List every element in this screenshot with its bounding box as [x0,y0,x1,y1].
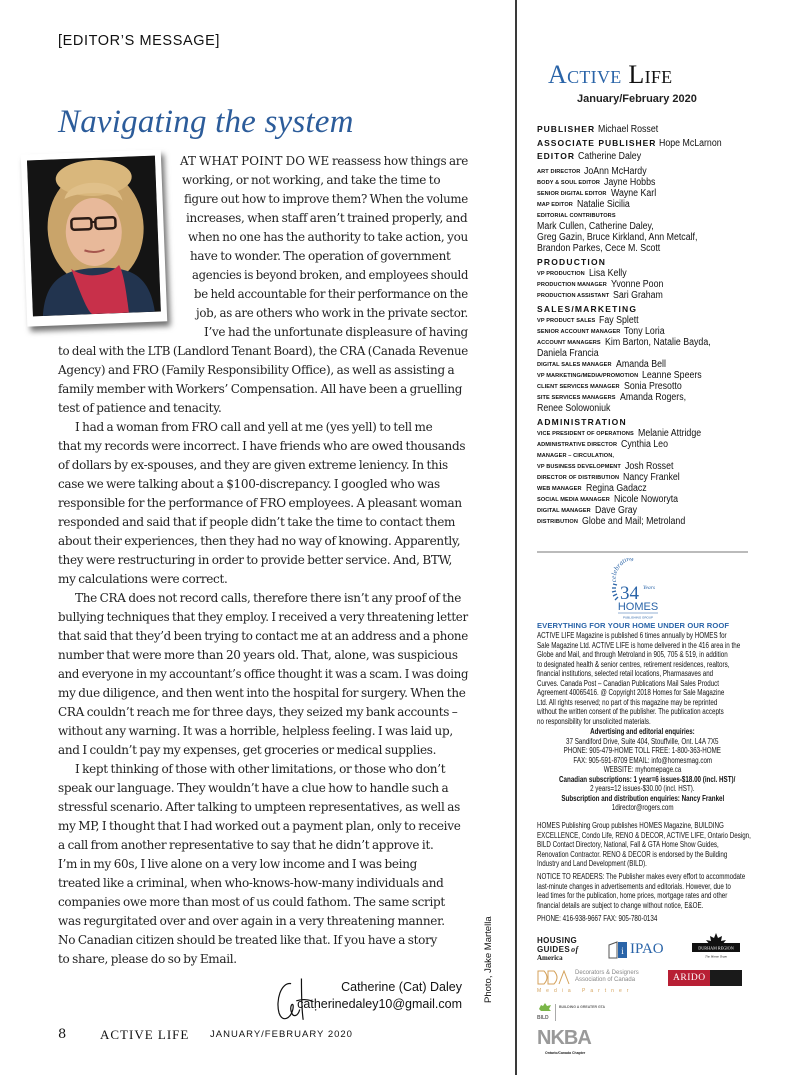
publisher-tagline: EVERYTHING FOR YOUR HOME UNDER OUR ROOF [537,621,730,630]
contact-text: Subscription and distribution enquiries: Nancy Frankel [561,793,724,803]
staff-name: Cynthia Leo [621,438,669,450]
durham-region-logo [692,933,740,959]
article-line: speak our language. They wouldn’t have a clue how to handle such a [58,781,449,795]
staff-name: Daniela Francia [537,347,599,359]
article-line: without any warning. It was a horrible, helpless feeling. I was laid up, [58,724,453,738]
staff-entry [537,177,777,188]
staff-entry [537,326,777,337]
signature-email-link[interactable]: catherinedaley10@gmail.com [297,997,462,1011]
publisher-group-info [537,821,797,869]
dda-mark-icon [537,970,571,986]
lead-in-caps: AT WHAT POINT DO WE [180,154,330,168]
staff-role: VP PRODUCTION [537,270,585,277]
staff-role: SITE SERVICES MANAGERS [537,394,616,401]
about-line: no responsibility for unsolicited materials. [537,716,651,726]
article-line: agencies is beyond broken, and employees should [192,268,469,282]
staff-role: ASSOCIATE PUBLISHER [537,137,657,148]
staff-name: Sari Graham [613,289,664,301]
group-line: EXCELLENCE, Condo Life, RENO & DECOR, ACTIVE LIFE, Ontario Design, [537,830,751,840]
staff-role: EDITORIAL CONTRIBUTORS [537,212,616,219]
group-line: HOMES Publishing Group publishes HOMES Magazine, BUILDING [537,821,724,830]
staff-entry [537,337,777,348]
staff-name: Catherine Daley [577,151,642,162]
staff-entry [537,359,777,370]
dda-logo [537,970,649,998]
article-line: that my records were incorrect. I have friends who are owed thousands [58,439,466,453]
contributor-names: Greg Gazin, Bruce Kirkland, Ann Metcalf, [537,231,698,243]
bild-logo [537,1003,627,1023]
hg-line2: GUIDES [537,945,571,954]
article-line: AT WHAT POINT DO WE reassess how things are [180,154,468,168]
about-line: without the written consent of the publisher. The publication accepts [537,707,724,716]
homes-subtitle: PUBLISHING GROUP [622,615,654,620]
staff-entry [537,188,777,199]
svg-text:DURHAM REGION: DURHAM REGION [698,945,734,951]
contact-text: PHONE: 905-479-HOME TOLL FREE: 1-800-363-HOME [563,746,722,755]
hg-of: of [571,945,579,954]
staff-entry [537,279,777,290]
publisher-phone [537,914,797,924]
ipao-text: IPAO [630,941,664,957]
about-line: financial institutions, selected retail locations, Pharmasaves and [537,669,714,678]
staff-name: JoAnn McHardy [584,165,647,177]
homes-publishing-logo [608,558,668,620]
staff-role: PRODUCTION MANAGER [537,281,607,288]
staff-entry [537,123,777,137]
staff-role: DISTRIBUTION [537,518,578,525]
staff-entry [537,381,777,392]
logo-word-life: Life [628,60,673,89]
page-number: 8 [58,1027,67,1042]
article-line: my MP, I thought that I had worked out a payment plan, only to receive [58,819,461,833]
staff-entry [537,268,777,279]
article-line: test of patience and tenacity. [58,401,222,415]
active-life-logo [548,60,672,90]
staff-name: Amanda Rogers, [619,391,686,403]
staff-entry [537,370,777,381]
staff-role: PUBLISHER [537,124,596,134]
contact-text: Advertising and editorial enquiries: [590,727,695,736]
bild-text: BILD [537,1015,549,1021]
staff-name: Leanne Speers [642,369,702,381]
staff-entry [537,461,777,472]
nkba-chapter: Ontario/Canada Chapter [545,1051,586,1055]
article-line: Agency) and FRO (Family Responsibility Office), as well as assisting a [58,363,455,377]
article-line: responded and said that if people didn’t take the time to contact them [58,515,456,529]
staff-name: Globe and Mail; Metroland [581,515,686,527]
article-line: figure out how to improve them? When the volume [184,192,468,206]
article-line: my due diligence, and then went into the hospital for surgery. When the [58,686,466,700]
about-line: Globe and Mail, and through Metroland in 905, 705 & 519, in addition [537,650,728,659]
contributor-names: Brandon Parkes, Cece M. Scott [537,242,661,254]
staff-role: VP PRODUCT SALES [537,317,596,324]
article-line: they were restructuring in order to provide better service. And, BTW, [58,553,453,567]
homes-years-label: Years [643,585,656,591]
staff-role: VICE PRESIDENT OF OPERATIONS [537,430,634,437]
about-line: ACTIVE LIFE Magazine is published 6 times annually by HOMES for [537,631,727,640]
article-line: CRA couldn’t reach me for three days, they seized my bank accounts – [58,705,458,719]
masthead-staff-list [537,123,777,527]
notice-line: last-minute changes in advertisements and editorials. However, due to [537,881,731,891]
nkba-text: NKBA [537,1027,591,1049]
article-line: a call from another representative to say that he didn’t approve it. [58,838,434,852]
staff-role: ACCOUNT MANAGERS [537,339,601,346]
hg-line3: America [537,954,563,962]
article-line: about their experiences, then they had no way of knowing. Apparently, [58,534,461,548]
photo-credit: Photo, Jake Martella [483,916,494,1003]
group-line: Industry and Land Development (BILD). [537,859,647,868]
notice-line: financial details are subject to change without notice, E&OE. [537,900,704,910]
dda-media-partner: Media Partner [537,988,634,994]
staff-entry [537,483,777,494]
dda-text-1: Decorators & Designers [575,970,639,976]
staff-name: Nancy Frankel [623,471,680,483]
article-line: have to wonder. The operation of government [190,249,451,263]
article-line: I had a woman from FRO call and yell at me (yes yell) to tell me [75,420,433,434]
about-line: to designated health & senior centres, retirement residences, realtors, [537,659,730,669]
article-line: of dollars by ex-spouses, and they are given extreme leniency. In this [58,458,448,472]
staff-entry [537,199,777,210]
staff-role: DIGITAL SALES MANAGER [537,361,612,368]
staff-entry [537,166,777,177]
section-head-admin: ADMINISTRATION [537,416,627,427]
staff-entry [537,392,777,403]
article-line: treated like a criminal, when who-knows-how-many individuals and [58,876,444,890]
staff-role: MAP EDITOR [537,201,573,208]
contact-text: 2 years=12 issues-$30.00 (incl. HST). [590,784,695,793]
notice-line: NOTICE TO READERS: The Publisher makes every effort to accommodate [537,872,746,881]
staff-name: Tony Loria [624,325,666,337]
notice-to-readers [537,872,797,910]
section-tag: [EDITOR’S MESSAGE] [58,33,221,49]
svg-text:The Home Team: The Home Team [704,954,728,959]
about-line: Sale Magazine Ltd. ACTIVE LIFE is home delivered in the 416 area in the [537,640,741,650]
article-line: The CRA does not record calls, therefore there isn’t any proof of the [75,591,461,605]
staff-entry [537,348,777,359]
staff-entry [537,290,777,301]
homes-celebrating-text: celebratin [609,558,632,583]
staff-role: PRODUCTION ASSISTANT [537,292,610,299]
contact-line[interactable] [537,756,748,766]
staff-name: Renee Solowoniuk [537,402,611,414]
phone-fax-line: PHONE: 416-938-9667 FAX: 905-780-0134 [537,914,658,923]
staff-entry [537,472,777,483]
article-line: companies owe more than most of us could fathom. The same script [58,895,445,909]
signature-name: Catherine (Cat) Daley [341,980,462,994]
svg-text:i: i [621,946,624,956]
article-line: my calculations were correct. [58,572,228,586]
contact-line [537,784,748,794]
contact-text: 1director@rogers.com [611,803,674,812]
ipao-logo [608,939,672,961]
staff-role: ADMINISTRATIVE DIRECTOR [537,441,618,448]
article-line: to share, please do so by Email. [58,952,237,966]
about-line: Curves. Canada Post – Canadian Publications Mail Sales Product [537,678,720,688]
article-line: I kept thinking of those with other limitations, or those who don’t [75,762,446,776]
section-head-sales: SALES/MARKETING [537,303,638,314]
staff-role: DIGITAL MANAGER [537,507,591,514]
staff-name: Amanda Bell [615,358,666,370]
group-line: BILD Contact Directory, National, Fall & GTA Home Show Guides, [537,840,719,849]
staff-role: DIRECTOR OF DISTRIBUTION [537,474,620,481]
publisher-about [537,631,797,726]
article-line: increases, when staff aren’t trained properly, and [186,211,468,225]
contact-text: Canadian subscriptions: 1 year=6 issues-$18.00 (incl. HST)/ [559,774,736,784]
article-line: when no one has the authority to take action, you [188,230,468,244]
contributors-label [537,210,777,221]
article-line: case we were talking about a $100-discrepancy. I googled who was [58,477,440,491]
staff-name: Lisa Kelly [588,267,627,279]
group-line: Renovation Contractor. RENO & DECOR is endorsed by the Building [537,849,728,859]
staff-name: Regina Gadacz [585,482,647,494]
staff-role: EDITOR [537,151,575,161]
hg-line1: HOUSING [537,936,578,945]
contact-text: WEBSITE: myhomepage.ca [603,765,682,774]
bild-leaf-icon [538,1003,552,1015]
staff-name: Jayne Hobbs [604,176,656,188]
contact-line [537,727,748,737]
housing-guides-logo [537,936,593,968]
about-line: Ltd. All rights reserved; no part of this magazine may be reprinted [537,697,718,707]
staff-role: VP MARKETING/MEDIA/PROMOTION [537,372,639,379]
staff-entry [537,403,777,414]
homes-name: HOMES [617,601,659,613]
article-line: job, as are others who work in the private sector. [196,306,468,320]
staff-name: Hope McLarnon [659,137,723,149]
homes-years-number: 34 [620,583,639,604]
dda-text-2: Association of Canada [575,977,636,983]
article-line: bullying techniques that they employ. I received a very threatening letter [58,610,468,624]
nkba-logo [537,1027,597,1059]
footer-issue: JANUARY/FEBRUARY 2020 [210,1029,353,1040]
staff-entry [537,494,777,505]
staff-name: Natalie Sicilia [576,198,630,210]
bild-tagline: BUILDING A GREATER GTA [559,1005,606,1009]
article-title: Navigating the system [58,104,354,140]
arido-text: ARIDO [673,973,706,983]
masthead-divider [537,551,748,553]
staff-name: Nicole Noworyta [613,493,678,505]
article-line: was regurgitated over and over again in a very threatening manner. [58,914,445,928]
article-line: and everyone in my accountant’s office thought it was a scam. I was doing [58,667,469,681]
staff-role: SOCIAL MEDIA MANAGER [537,496,610,503]
section-head-production: PRODUCTION [537,256,607,267]
article-line: I’ve had the unfortunate displeasure of having [204,325,468,339]
article-line: family member with Workers’ Compensation. All have been a gruelling [58,382,463,396]
staff-role: VP BUSINESS DEVELOPMENT [537,463,621,470]
staff-name: Melanie Attridge [637,427,701,439]
staff-name: Yvonne Poon [610,278,664,290]
article-line: I’m in my 60s, I live alone on a very low income and I was being [58,857,418,871]
contact-line[interactable] [537,765,748,775]
staff-name: Dave Gray [594,504,637,516]
staff-entry [537,137,777,151]
staff-role: SENIOR ACCOUNT MANAGER [537,328,621,335]
article-line: be held accountable for their performance on the [194,287,468,301]
staff-role: MANAGER – CIRCULATION, [537,452,614,459]
staff-entry [537,450,777,461]
article-line: and I couldn’t pay my expenses, get groceries or medical supplies. [58,743,437,757]
about-line: Agreement 40065416. @ Copyright 2018 Homes for Sale Magazine [537,688,725,697]
footer-brand: ACTIVE LIFE [100,1027,190,1042]
article-line: to deal with the LTB (Landlord Tenant Board), the CRA (Canada Revenue [58,344,469,358]
staff-entry [537,505,777,516]
article-line: working, or not working, and take the time to [182,173,441,187]
arido-logo [668,970,742,986]
staff-role: BODY & SOUL EDITOR [537,179,601,186]
article-line: that said that they’d been trying to contact me at an address and a phone [58,629,468,643]
staff-role: WEB MANAGER [537,485,582,492]
notice-line: lead times for the publication, home prices, mortgage rates and other [537,891,728,900]
contact-line [537,775,748,785]
staff-entry [537,315,777,326]
article-line: stressful scenario. After talking to umpteen representatives, as well as [58,800,460,814]
staff-entry [537,150,777,164]
staff-entry [537,439,777,450]
staff-role: SENIOR DIGITAL EDITOR [537,190,607,197]
staff-name: Josh Rosset [624,460,674,472]
article-body [58,152,468,969]
staff-name: Michael Rosset [598,124,659,135]
article-line: No Canadian citizen should be treated like that. If you have a story [58,933,437,947]
staff-name: Wayne Karl [610,187,656,199]
staff-role: ART DIRECTOR [537,168,581,175]
ipao-book-icon [608,941,628,959]
contact-line[interactable] [537,803,748,813]
publisher-contact [537,727,797,813]
contact-text: 37 Sandiford Drive, Suite 404, Stouffville, Ont. L4A 7X5 [566,736,719,746]
contact-line [537,794,748,804]
contributor-names: Mark Cullen, Catherine Daley, [537,220,654,232]
article-line: number that were more than 20 years old. That, alone, was suspicious [58,648,458,662]
contact-line [537,746,748,756]
staff-entry [537,428,777,439]
staff-name: Fay Splett [599,314,640,326]
masthead-issue-date: January/February 2020 [577,93,697,105]
logo-word-active: Active [548,60,622,89]
staff-entry [537,516,777,527]
article-line: responsible for the performance of FRO employees. A pleasant woman [58,496,462,510]
contact-text: FAX: 905-591-8709 EMAIL: info@homesmag.com [573,755,712,765]
contact-line [537,737,748,747]
staff-name: Kim Barton, Natalie Bayda, [604,336,711,348]
column-divider [515,0,517,1075]
staff-name: Sonia Presotto [623,380,682,392]
maple-leaf-icon [692,933,740,959]
staff-role: CLIENT SERVICES MANAGER [537,383,620,390]
